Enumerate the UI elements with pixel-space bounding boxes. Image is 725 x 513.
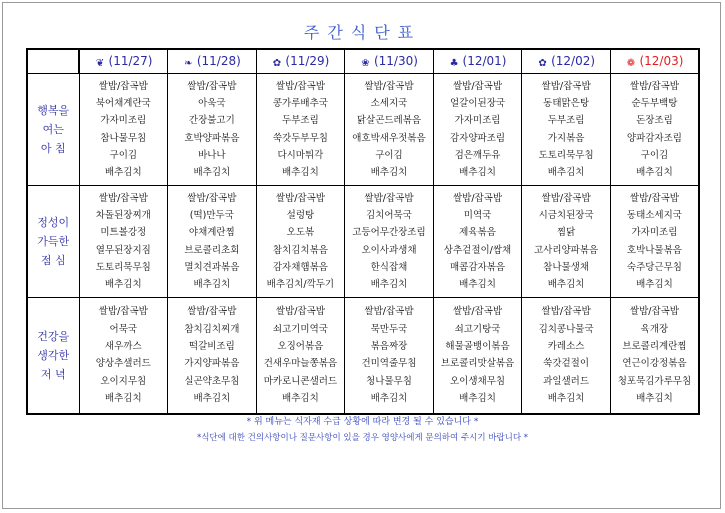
menu-item: 쌀밥/잡곡밥 xyxy=(629,306,679,318)
day-date-label: (12/02) xyxy=(551,54,596,68)
menu-item: 건미역줄무침 xyxy=(361,358,417,370)
menu-item: 배추김치 xyxy=(282,167,319,179)
menu-item: 양상추샐러드 xyxy=(95,358,151,370)
day-date-label: (12/01) xyxy=(462,54,507,68)
menu-item: 배추김치 xyxy=(370,167,408,179)
menu-cell xyxy=(433,298,522,414)
flower-icon: ✿ xyxy=(272,58,282,69)
menu-item: 다시마튀각 xyxy=(277,149,324,161)
menu-item: 쌀밥/잡곡밥 xyxy=(364,306,414,318)
day-date-label: (12/03) xyxy=(639,54,684,68)
menu-item: 닭살곤드레볶음 xyxy=(356,115,422,127)
menu-item: 오도볶 xyxy=(286,227,315,239)
blossom-icon: ❀ xyxy=(361,58,370,69)
menu-item: 가자미조림 xyxy=(100,115,147,127)
menu-item: 감자채햄볶음 xyxy=(272,261,328,273)
menu-cell xyxy=(522,74,611,186)
meal-row xyxy=(27,298,699,414)
meal-label-line: 저 녁 xyxy=(40,367,66,381)
tulip-icon: ❁ xyxy=(626,58,636,69)
day-header xyxy=(433,49,522,74)
menu-item: 청나물무침 xyxy=(366,375,412,387)
menu-item: 쌀밥/잡곡밥 xyxy=(275,192,325,204)
menu-cell xyxy=(168,186,257,298)
menu-item: 고등어무간장조림 xyxy=(352,227,426,239)
menu-item: 브로콜리초회 xyxy=(184,244,240,256)
menu-item: 숙주당근무침 xyxy=(626,261,682,273)
meal-label-line: 여는 xyxy=(42,123,64,136)
menu-item: 쌀밥/잡곡밥 xyxy=(541,306,591,318)
menu-item: 브로콜리맛살볶음 xyxy=(440,358,515,370)
menu-item: 쌀밥/잡곡밥 xyxy=(364,192,414,204)
day-date-label: (11/27) xyxy=(108,54,153,68)
menu-item: 카레소스 xyxy=(547,340,585,352)
day-header xyxy=(610,49,699,74)
page-title: 주간식단표 xyxy=(303,23,422,42)
menu-item: 쌀밥/잡곡밥 xyxy=(541,192,591,204)
menu-item: 차돌된장찌개 xyxy=(95,209,151,221)
menu-item: 멸치견과볶음 xyxy=(184,261,240,273)
menu-item: 두부조림 xyxy=(282,115,319,127)
menu-item: 쌀밥/잡곡밥 xyxy=(187,80,237,92)
menu-item: 배추김치 xyxy=(370,279,408,291)
menu-item: 상추겉절이/쌈채 xyxy=(443,244,512,256)
menu-item: 검은깨두유 xyxy=(454,149,501,161)
menu-item: 고사리양파볶음 xyxy=(533,244,599,256)
menu-item: 배추김치 xyxy=(459,167,496,179)
menu-item: 배추김치 xyxy=(636,392,673,404)
menu-item: 김치어묵국 xyxy=(366,209,412,221)
menu-item: 청포묵김가루무침 xyxy=(617,375,692,387)
menu-item: 미트볼강정 xyxy=(100,227,147,239)
menu-item: 쌀밥/잡곡밥 xyxy=(187,192,237,204)
menu-item: 가지볶음 xyxy=(547,132,585,144)
menu-item: 쌀밥/잡곡밥 xyxy=(275,80,325,92)
day-date-label: (11/29) xyxy=(285,54,330,68)
menu-item: 과일샐러드 xyxy=(543,375,590,387)
corner-cell xyxy=(27,49,79,74)
menu-item: 가자미조림 xyxy=(631,227,678,239)
menu-item: 오이생채무침 xyxy=(450,375,506,387)
menu-item: 쌀밥/잡곡밥 xyxy=(275,306,325,318)
menu-item: 배추김치 xyxy=(370,392,408,404)
menu-item: 양파감자조림 xyxy=(626,132,682,144)
menu-item: 동태소세지국 xyxy=(626,209,682,221)
menu-item: 배추김치 xyxy=(193,167,231,179)
menu-item: 오이사과생채 xyxy=(361,244,417,256)
meal-label-line: 정성이 xyxy=(37,216,70,229)
menu-item: 찜닭 xyxy=(556,227,576,239)
menu-item: 배추김치 xyxy=(636,167,673,179)
menu-item: 떡갈비조림 xyxy=(188,340,235,352)
menu-item: 해물골뱅이볶음 xyxy=(445,340,510,352)
menu-cell xyxy=(433,186,522,298)
menu-item: 쌀밥/잡곡밥 xyxy=(364,80,414,92)
menu-item: 호박양파볶음 xyxy=(184,132,240,144)
menu-item: 야채계란찜 xyxy=(188,227,235,239)
menu-item: 배추김치 xyxy=(459,279,496,291)
menu-item: 배추김치 xyxy=(282,392,319,404)
menu-item: 참치김치볶음 xyxy=(272,244,328,256)
menu-item: 매콤감자볶음 xyxy=(450,261,506,273)
menu-item: 구이김 xyxy=(640,149,669,161)
menu-item: 배추김치/깍두기 xyxy=(266,279,335,291)
day-header xyxy=(345,49,434,74)
menu-item: 오징어볶음 xyxy=(277,340,324,352)
menu-item: 구이김 xyxy=(109,149,138,161)
menu-item: 열무된장지짐 xyxy=(95,244,151,256)
menu-cell xyxy=(256,186,345,298)
inquiry-note: *식단에 대한 건의사항이나 질문사항이 있을 경우 영양사에게 문의하여 주시기 바랍니다 * xyxy=(196,433,529,443)
day-date-label: (11/30) xyxy=(373,54,418,68)
menu-change-note: * 위 메뉴는 식자재 수급 상황에 따라 변경 될 수 있습니다 * xyxy=(246,417,479,427)
menu-item: 애호박새우젓볶음 xyxy=(352,132,426,144)
menu-item: 얼갈이된장국 xyxy=(450,97,506,109)
menu-item: 참나물생채 xyxy=(543,261,590,273)
menu-item: 미역국 xyxy=(463,209,492,221)
meal-label-line: 아 침 xyxy=(40,142,66,155)
menu-item: 참치김치찌개 xyxy=(184,323,240,335)
menu-cell xyxy=(610,298,699,414)
menu-cell xyxy=(522,298,611,414)
menu-item: 오이지무침 xyxy=(100,375,147,387)
menu-item: 쇠고기탕국 xyxy=(454,323,501,335)
menu-item: 배추김치 xyxy=(547,392,585,404)
meal-label-line: 점 심 xyxy=(40,254,66,267)
weekly-menu-table xyxy=(26,48,700,415)
menu-item: 쑥갓두부무침 xyxy=(272,132,328,144)
menu-item: 호박나물볶음 xyxy=(626,244,682,256)
menu-cell xyxy=(79,298,168,414)
sprout-icon: ❦ xyxy=(95,58,105,69)
leaf-icon: ❧ xyxy=(184,58,193,69)
menu-item: 도토리묵무침 xyxy=(95,261,151,273)
menu-cell xyxy=(168,298,257,414)
menu-item: 육개장 xyxy=(640,323,669,335)
menu-item: 콩가루배추국 xyxy=(272,97,328,109)
menu-item: 쑥갓겉절이 xyxy=(543,358,590,370)
menu-item: 배추김치 xyxy=(193,392,231,404)
day-header xyxy=(256,49,345,74)
menu-item: 배추김치 xyxy=(104,279,142,291)
menu-item: 소세지국 xyxy=(370,97,408,109)
menu-item: 배추김치 xyxy=(547,167,585,179)
menu-item: 간장불고기 xyxy=(188,115,235,127)
menu-item: 배추김치 xyxy=(193,279,231,291)
flower-icon: ✿ xyxy=(538,58,547,69)
menu-item: 쌀밥/잡곡밥 xyxy=(452,192,503,204)
menu-item: 순두부백탕 xyxy=(631,97,678,109)
menu-item: 쌀밥/잡곡밥 xyxy=(629,192,679,204)
menu-item: 쌀밥/잡곡밥 xyxy=(541,80,591,92)
menu-item: 쌀밥/잡곡밥 xyxy=(629,80,679,92)
menu-cell xyxy=(168,74,257,186)
menu-cell xyxy=(610,74,699,186)
menu-item: 북어채계란국 xyxy=(95,97,151,109)
menu-item: 두부조림 xyxy=(547,115,585,127)
meal-label-line: 가득한 xyxy=(37,235,70,248)
menu-item: 브로콜리계란찜 xyxy=(622,340,687,352)
meal-label-line: 행복을 xyxy=(37,104,70,117)
menu-item: 김치콩나물국 xyxy=(538,323,594,335)
meal-label xyxy=(27,74,79,186)
menu-item: 동태맑은탕 xyxy=(543,97,590,109)
menu-item: 배추김치 xyxy=(636,279,673,291)
tree-icon: ♣ xyxy=(449,58,459,69)
menu-cell xyxy=(433,74,522,186)
menu-item: 쌀밥/잡곡밥 xyxy=(98,306,148,318)
menu-cell xyxy=(345,186,434,298)
menu-item: 건새우마늘쫑볶음 xyxy=(263,358,338,370)
menu-item: 감자양파조림 xyxy=(450,132,506,144)
menu-item: 바나나 xyxy=(198,149,226,161)
menu-item: 가자미조림 xyxy=(454,115,501,127)
menu-item: 아욱국 xyxy=(198,97,226,109)
meal-label-line: 생각한 xyxy=(37,348,70,362)
day-date-label: (11/28) xyxy=(196,54,241,68)
menu-cell xyxy=(79,186,168,298)
menu-cell xyxy=(345,74,434,186)
menu-item: 쌀밥/잡곡밥 xyxy=(98,80,148,92)
menu-item: 가지양파볶음 xyxy=(184,358,240,370)
menu-cell xyxy=(79,74,168,186)
menu-item: 어묵국 xyxy=(109,323,138,335)
menu-item: 쌀밥/잡곡밥 xyxy=(187,306,237,318)
menu-item: 새우까스 xyxy=(104,340,142,352)
menu-cell xyxy=(522,186,611,298)
menu-item: 배추김치 xyxy=(547,279,585,291)
menu-item: 도토리묵무침 xyxy=(538,149,594,161)
menu-cell xyxy=(610,186,699,298)
menu-item: 제육볶음 xyxy=(459,227,496,239)
meal-row xyxy=(27,186,699,298)
menu-item: 설렁탕 xyxy=(286,209,315,221)
menu-item: 돈장조림 xyxy=(636,115,673,127)
day-header xyxy=(79,49,168,74)
menu-item: 시금치된장국 xyxy=(538,209,594,221)
menu-cell xyxy=(345,298,434,414)
menu-item: 배추김치 xyxy=(104,392,142,404)
menu-item: 쌀밥/잡곡밥 xyxy=(452,306,503,318)
meal-label xyxy=(27,298,79,414)
menu-item: 구이김 xyxy=(375,149,403,161)
menu-item: 쌀밥/잡곡밥 xyxy=(98,192,148,204)
menu-item: 실곤약초무침 xyxy=(184,375,240,387)
menu-item: 쌀밥/잡곡밥 xyxy=(452,80,503,92)
menu-item: 마카로니콘샐러드 xyxy=(263,375,338,387)
meal-label-line: 건강을 xyxy=(37,329,70,343)
menu-cell xyxy=(256,74,345,186)
menu-item: 연근이강정볶음 xyxy=(622,358,687,370)
meal-row xyxy=(27,74,699,186)
menu-cell xyxy=(256,298,345,414)
menu-item: 묵만두국 xyxy=(370,323,408,335)
menu-item: 배추김치 xyxy=(459,392,496,404)
menu-item: 참나물무침 xyxy=(100,132,147,144)
menu-item: 쇠고기미역국 xyxy=(272,323,328,335)
day-header xyxy=(522,49,611,74)
menu-item: 볶음짜장 xyxy=(370,340,408,352)
menu-item: 배추김치 xyxy=(104,167,142,179)
meal-label xyxy=(27,186,79,298)
menu-item: (떡)만두국 xyxy=(189,209,234,221)
menu-item: 한식잡채 xyxy=(370,261,408,273)
day-header xyxy=(168,49,257,74)
